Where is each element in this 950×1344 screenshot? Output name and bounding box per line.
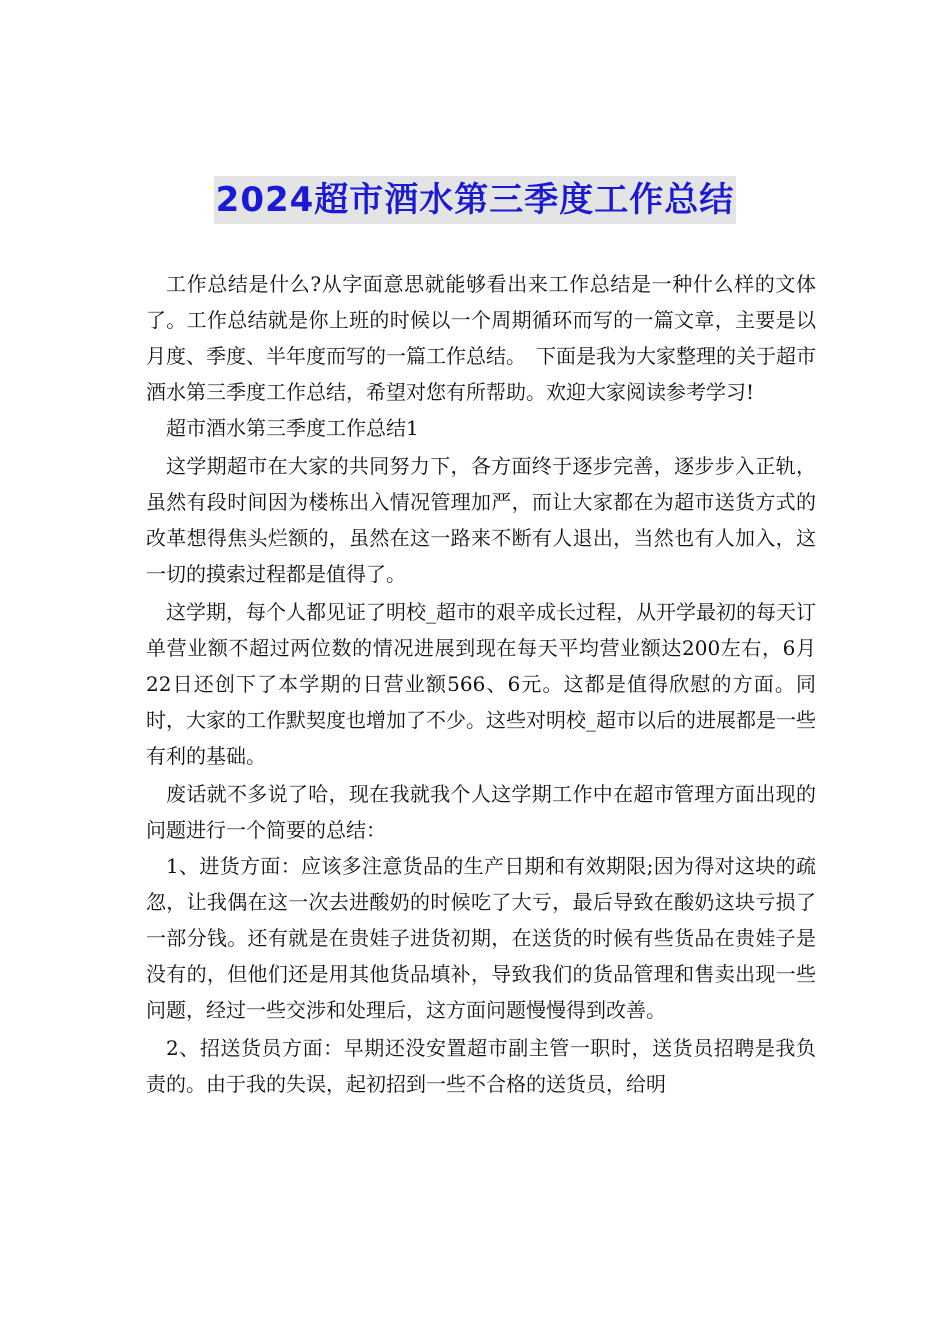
body-paragraph: 废话就不多说了哈，现在我就我个人这学期工作中在超市管理方面出现的问题进行一个简要的总结： <box>146 782 816 842</box>
intro-paragraph: 工作总结是什么?从字面意思就能够看出来工作总结是一种什么样的文体了。工作总结就是你上班的时候以一个周期循环而写的一篇文章，主要是以月度、季度、半年度而写的一篇工作总结。 下面是我为大家整理的关于超市酒水第三季度工作总结，希望对您有所帮助。欢迎大家阅读参考学习! <box>146 272 816 404</box>
title-block <box>0 176 950 224</box>
body-paragraph: 这学期，每个人都见证了明校_超市的艰辛成长过程，从开学最初的每天订单营业额不超过两位数的情况进展到现在每天平均营业额达200左右，6月22日还创下了本学期的日营业额566、6元。这都是值得欣慰的方面。同时，大家的工作默契度也增加了不少。这些对明校_超市以后的进展都是一些有利的基础。 <box>146 600 816 768</box>
list-item-paragraph: 1、进货方面：应该多注意货品的生产日期和有效期限;因为得对这块的疏忽，让我偶在这一次去进酸奶的时候吃了大亏，最后导致在酸奶这块亏损了一部分钱。还有就是在贵娃子进货初期，在送货的时候有些货品在贵娃子是没有的，但他们还是用其他货品填补，导致我们的货品管理和售卖出现一些问题，经过一些交涉和处理后，这方面问题慢慢得到改善。 <box>146 854 816 1022</box>
section-heading: 超市酒水第三季度工作总结1 <box>166 416 419 440</box>
document-body <box>146 266 816 1102</box>
body-paragraph: 这学期超市在大家的共同努力下，各方面终于逐步完善，逐步步入正轨，虽然有段时间因为楼栋出入情况管理加严，而让大家都在为超市送货方式的改革想得焦头烂额的，虽然在这一路来不断有人退出，当然也有人加入，这一切的摸索过程都是值得了。 <box>146 454 816 586</box>
list-item-paragraph: 2、招送货员方面：早期还没安置超市副主管一职时，送货员招聘是我负责的。由于我的失误，起初招到一些不合格的送货员，给明 <box>146 1036 816 1096</box>
document-title: 2024超市酒水第三季度工作总结 <box>214 176 737 224</box>
